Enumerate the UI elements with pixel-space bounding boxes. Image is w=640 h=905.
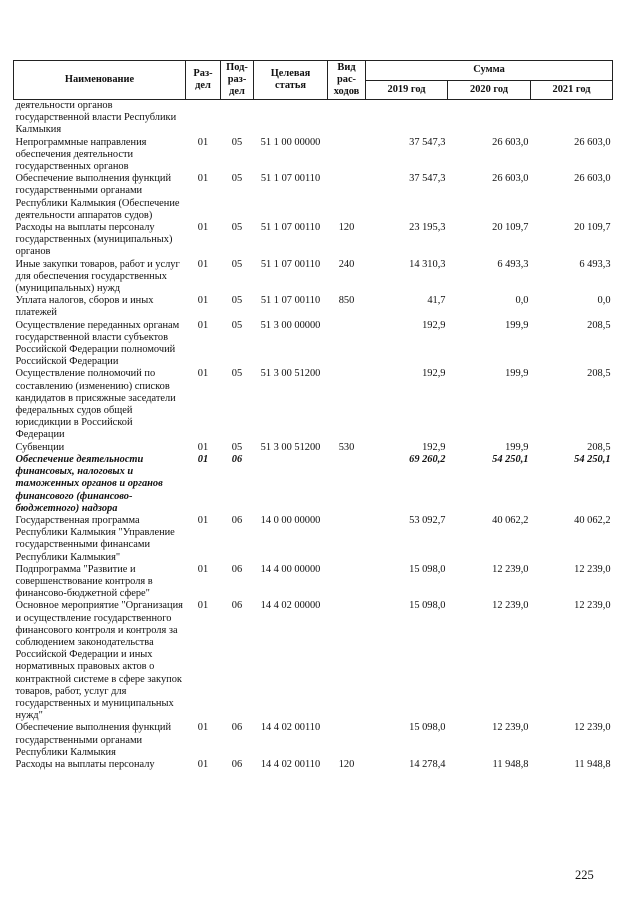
row-expense-type (328, 320, 366, 369)
row-target: 51 1 07 00110 (260, 173, 321, 185)
row-sum-2020: 40 062,2 (492, 514, 529, 526)
row-sum-2021: 208,5 (587, 368, 611, 380)
row-subsection: 05 (231, 368, 243, 380)
row-sum-2021: 11 948,8 (574, 758, 611, 770)
row-expense-type (328, 454, 366, 515)
row-name: Основное мероприятие "Организация и осуществление государственного финансового контроля и контроля за соблюдением законодательства Российской Федерации и иных нормативных правовых актов о контрактной системе в сфере закупок товаров, работ, услуг для государственных и муниципальных нужд" (15, 600, 183, 722)
page-number: 225 (575, 868, 594, 882)
row-expense-type (328, 137, 366, 174)
table-row (14, 759, 613, 771)
table-row (14, 320, 613, 369)
row-sum-2021: 208,5 (587, 319, 611, 331)
row-name: Субвенции (15, 441, 65, 453)
row-sum-2020: 20 109,7 (492, 222, 529, 234)
row-sum-2019: 192,9 (422, 441, 446, 453)
row-target: 51 3 00 51200 (260, 368, 321, 380)
table-header (14, 61, 613, 100)
row-sum-2021: 20 109,7 (574, 222, 611, 234)
row-name: деятельности органов государственной власти Республики Калмыкия (15, 100, 177, 136)
row-expense-type (328, 100, 366, 137)
row-target: 51 1 07 00110 (260, 258, 321, 270)
budget-document (13, 60, 613, 771)
row-subsection: 06 (231, 514, 243, 526)
row-sum-2019: 41,7 (427, 295, 446, 307)
row-sum-2020: 12 239,0 (492, 563, 529, 575)
row-target: 14 4 02 00110 (260, 722, 321, 734)
row-expense-type (328, 722, 366, 759)
row-section: 01 (197, 319, 209, 331)
row-subsection: 06 (231, 758, 243, 770)
row-sum-2021: 208,5 (587, 441, 611, 453)
row-subsection: 06 (231, 453, 243, 465)
row-sum-2021: 26 603,0 (574, 173, 611, 185)
row-name: Уплата налогов, сборов и иных платежей (15, 295, 154, 319)
row-name: Расходы на выплаты персоналу государственных (муниципальных) органов (15, 222, 173, 258)
table-row (14, 100, 613, 137)
row-expense-type: 120 (338, 758, 355, 770)
table-row (14, 295, 613, 319)
row-sum-2021 (531, 100, 613, 137)
row-sum-2019: 15 098,0 (409, 722, 446, 734)
row-section: 01 (197, 368, 209, 380)
row-sum-2020: 54 250,1 (492, 453, 529, 465)
row-target: 51 1 00 00000 (260, 136, 321, 148)
row-sum-2020: 11 948,8 (492, 758, 529, 770)
row-subsection: 05 (231, 258, 243, 270)
row-sum-2020 (448, 100, 531, 137)
row-sum-2020: 12 239,0 (492, 600, 529, 612)
row-section: 01 (197, 222, 209, 234)
row-subsection: 06 (231, 600, 243, 612)
row-expense-type: 530 (338, 441, 355, 453)
col-header-2020: 2020 год (448, 80, 531, 100)
row-name: Государственная программа Республики Калмыкия "Управление государственными финансами Республики Калмыкия" (15, 514, 175, 563)
row-target: 14 4 00 00000 (260, 563, 321, 575)
row-target: 51 1 07 00110 (260, 295, 321, 307)
row-name: Осуществление переданных органам государственной власти субъектов Российской Федерации полномочий Российской Федерации (15, 319, 180, 368)
row-sum-2021: 54 250,1 (574, 453, 611, 465)
row-section: 01 (197, 563, 209, 575)
row-sum-2020: 6 493,3 (497, 258, 529, 270)
row-section: 01 (197, 258, 209, 270)
row-sum-2021: 40 062,2 (574, 514, 611, 526)
table-row (14, 137, 613, 174)
row-sum-2020: 26 603,0 (492, 173, 529, 185)
row-sum-2019: 69 260,2 (409, 453, 446, 465)
row-sum-2019: 15 098,0 (409, 563, 446, 575)
row-target (254, 100, 328, 137)
row-subsection: 05 (231, 295, 243, 307)
table-row (14, 222, 613, 259)
row-sum-2021: 12 239,0 (574, 722, 611, 734)
row-sum-2020: 0,0 (515, 295, 529, 307)
table-row (14, 259, 613, 296)
row-sum-2019 (366, 100, 448, 137)
row-target: 51 3 00 00000 (260, 319, 321, 331)
row-name: Непрограммные направления обеспечения деятельности государственных органов (15, 136, 147, 173)
row-sum-2020: 199,9 (505, 368, 529, 380)
table-row (14, 454, 613, 515)
table-row (14, 442, 613, 454)
col-header-expense-type: Вид рас- ходов (328, 61, 366, 100)
table-row (14, 564, 613, 601)
row-subsection: 05 (231, 319, 243, 331)
table-row (14, 722, 613, 759)
row-expense-type (328, 173, 366, 222)
row-sum-2019: 37 547,3 (409, 136, 446, 148)
col-header-subsection: Под- раз- дел (221, 61, 254, 100)
row-section: 01 (197, 295, 209, 307)
row-sum-2020: 199,9 (505, 441, 529, 453)
row-section: 01 (197, 453, 209, 465)
row-subsection: 06 (231, 722, 243, 734)
row-expense-type: 240 (338, 258, 355, 270)
row-sum-2019: 23 195,3 (409, 222, 446, 234)
col-header-name: Наименование (14, 61, 186, 100)
row-name: Обеспечение выполнения функций государственными органами Республики Калмыкия (15, 722, 172, 758)
row-sum-2019: 192,9 (422, 319, 446, 331)
row-sum-2019: 37 547,3 (409, 173, 446, 185)
table-body (14, 100, 613, 772)
row-subsection: 05 (231, 136, 243, 148)
row-sum-2021: 0,0 (597, 295, 611, 307)
col-header-2019: 2019 год (366, 80, 448, 100)
row-name: Расходы на выплаты персоналу (15, 758, 155, 770)
budget-table (13, 60, 613, 771)
table-row (14, 173, 613, 222)
row-target: 51 3 00 51200 (260, 441, 321, 453)
row-subsection: 06 (231, 563, 243, 575)
row-sum-2021: 12 239,0 (574, 563, 611, 575)
row-section: 01 (197, 441, 209, 453)
row-target (254, 454, 328, 515)
row-expense-type (328, 600, 366, 722)
col-header-2021: 2021 год (531, 80, 613, 100)
row-sum-2019: 14 278,4 (409, 758, 446, 770)
row-subsection (221, 100, 254, 137)
row-section: 01 (197, 758, 209, 770)
row-section: 01 (197, 722, 209, 734)
row-sum-2021: 6 493,3 (579, 258, 611, 270)
row-expense-type: 120 (338, 222, 355, 234)
row-sum-2019: 14 310,3 (409, 258, 446, 270)
table-row (14, 600, 613, 722)
row-sum-2021: 12 239,0 (574, 600, 611, 612)
row-name: Подпрограмма "Развитие и совершенствование контроля в финансово-бюджетной сфере" (15, 563, 153, 600)
row-expense-type (328, 515, 366, 564)
row-sum-2019: 192,9 (422, 368, 446, 380)
row-sum-2020: 199,9 (505, 319, 529, 331)
row-expense-type (328, 564, 366, 601)
row-section: 01 (197, 514, 209, 526)
table-row (14, 368, 613, 441)
row-sum-2019: 53 092,7 (409, 514, 446, 526)
row-section (186, 100, 221, 137)
row-section: 01 (197, 600, 209, 612)
row-section: 01 (197, 136, 209, 148)
col-header-sum: Сумма (366, 61, 613, 81)
row-name: Иные закупки товаров, работ и услуг для обеспечения государственных (муниципальных) нужд (15, 258, 180, 295)
row-section: 01 (197, 173, 209, 185)
row-expense-type: 850 (338, 295, 355, 307)
row-sum-2020: 26 603,0 (492, 136, 529, 148)
row-target: 14 4 02 00000 (260, 600, 321, 612)
row-name: Осуществление полномочий по составлению (изменению) списков кандидатов в присяжные заседатели федеральных судов общей юрисдикции в Российской Федерации (15, 368, 176, 441)
col-header-section: Раз- дел (186, 61, 221, 100)
row-subsection: 05 (231, 441, 243, 453)
row-sum-2019: 15 098,0 (409, 600, 446, 612)
row-target: 14 4 02 00110 (260, 758, 321, 770)
row-name: Обеспечение выполнения функций государственными органами Республики Калмыкия (Обеспечение деятельности аппаратов судов) (15, 173, 180, 221)
col-header-target: Целевая статья (254, 61, 328, 100)
row-target: 51 1 07 00110 (260, 222, 321, 234)
row-target: 14 0 00 00000 (260, 514, 321, 526)
row-name: Обеспечение деятельности финансовых, налоговых и таможенных органов и органов финансового (финансово-бюджетного) надзора (15, 453, 163, 514)
row-sum-2021: 26 603,0 (574, 136, 611, 148)
row-subsection: 05 (231, 173, 243, 185)
row-sum-2020: 12 239,0 (492, 722, 529, 734)
row-subsection: 05 (231, 222, 243, 234)
row-expense-type (328, 368, 366, 441)
table-row (14, 515, 613, 564)
